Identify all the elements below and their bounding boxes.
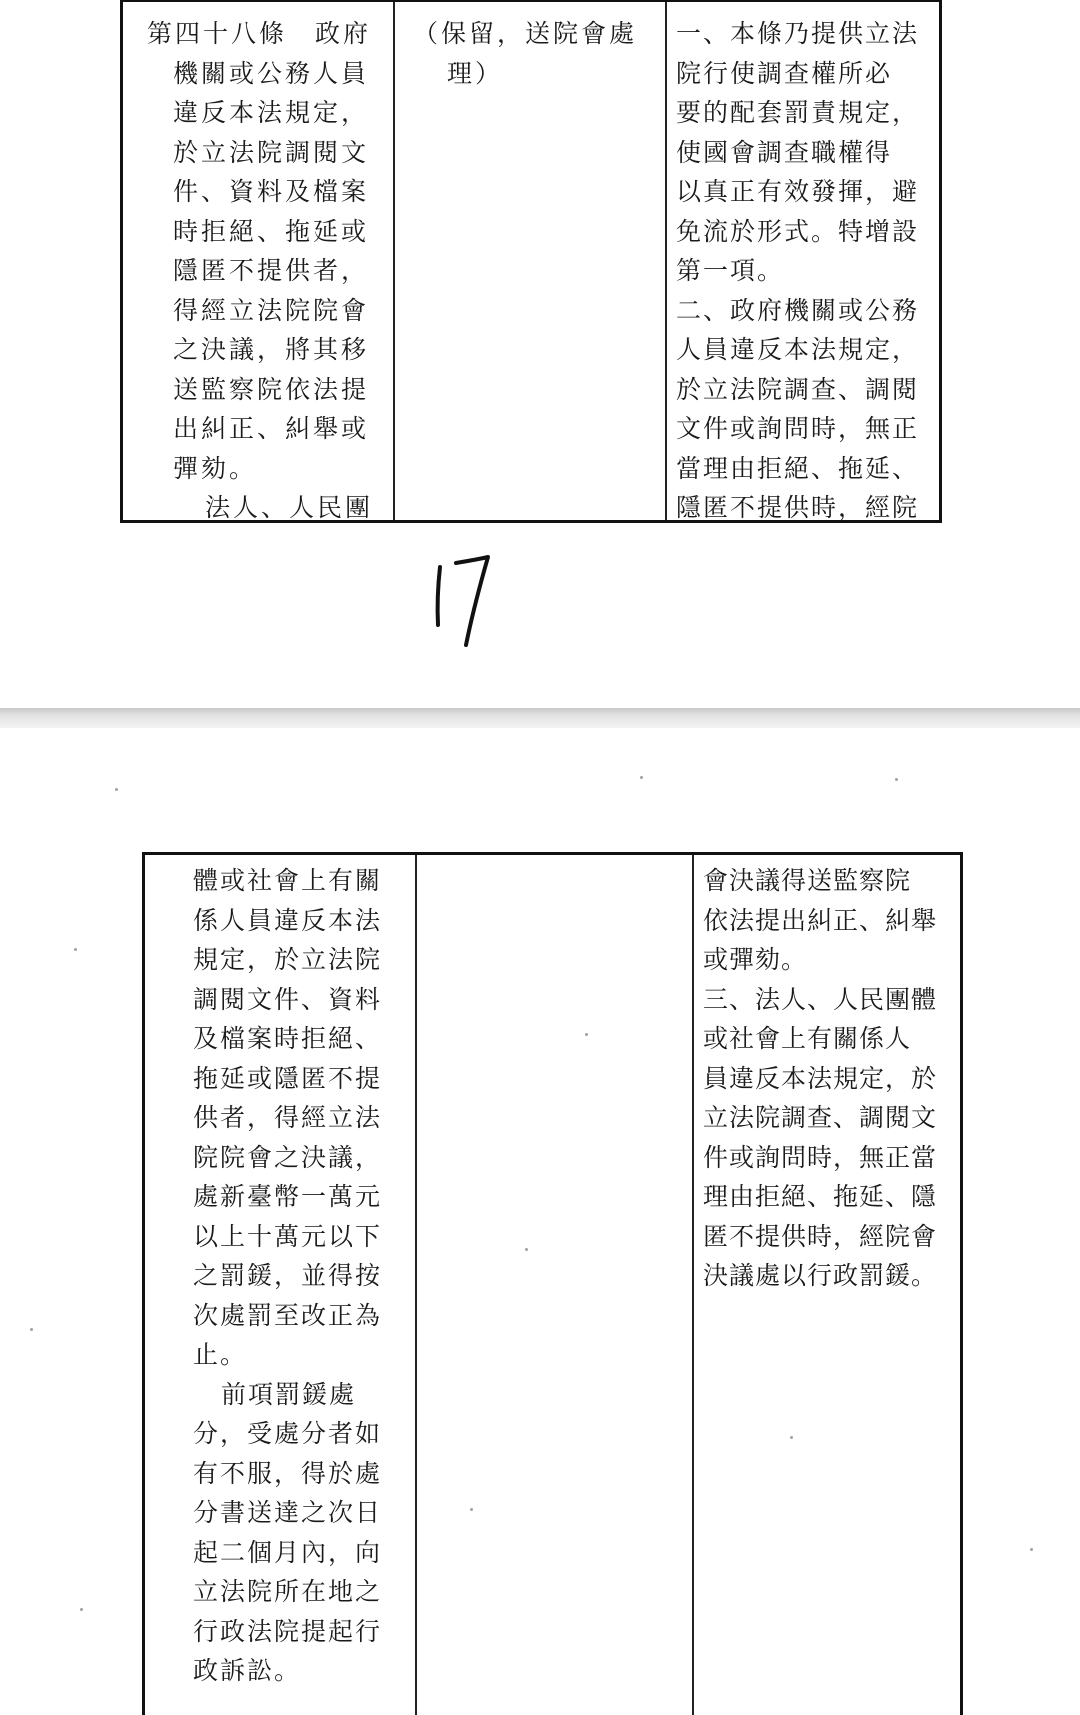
text-line: 當理由拒絕、拖延、	[676, 453, 920, 483]
text-line: 之決議，將其移	[173, 335, 370, 364]
text-line: 出糾正、糾舉或	[173, 414, 370, 443]
text-line: 前項罰鍰處	[221, 1379, 357, 1409]
scan-speck	[115, 788, 118, 791]
text-line: 機關或公務人員	[173, 58, 370, 88]
text-line: 分書送達之次日	[193, 1498, 383, 1527]
text-line: 體或社會上有關	[193, 866, 383, 895]
handwritten-page-number	[428, 545, 508, 655]
text-line: 處新臺幣一萬元	[193, 1182, 383, 1211]
page-separator	[0, 708, 1080, 728]
column-divider	[665, 2, 667, 520]
text-line: 人員違反本法規定，	[676, 335, 920, 364]
scan-speck	[80, 1608, 83, 1611]
text-line: 二、政府機關或公務	[676, 295, 920, 325]
text-line: 規定，於立法院	[193, 945, 383, 974]
explanation-column	[703, 861, 937, 1296]
text-line: 一、本條乃提供立法	[676, 19, 920, 48]
text-line: 有不服，得於處	[193, 1458, 383, 1488]
draft-provision-column	[193, 861, 382, 1691]
text-line: 第四十八條 政府	[147, 19, 372, 48]
text-line: 彈劾。	[173, 453, 258, 483]
scan-speck	[30, 1328, 33, 1331]
text-line: 分，受處分者如	[193, 1419, 383, 1448]
text-line: 或社會上有關係人	[703, 1024, 912, 1053]
text-line: 法人、人民團	[205, 493, 374, 522]
text-line: 以真正有效發揮，避	[676, 177, 920, 206]
scan-speck	[790, 1436, 793, 1439]
text-line: 以上十萬元以下	[193, 1221, 383, 1251]
text-line: （保留，送院會處	[413, 19, 638, 48]
scan-speck	[470, 1508, 473, 1511]
text-line: 依法提出糾正、糾舉	[703, 905, 938, 935]
column-divider	[692, 855, 694, 1715]
document-page-1	[0, 0, 1080, 708]
text-line: 起二個月內，向	[193, 1537, 383, 1567]
text-line: 立法院所在地之	[193, 1577, 383, 1606]
text-line: 立法院調查、調閱文	[703, 1103, 938, 1132]
text-line: 行政法院提起行	[193, 1616, 383, 1646]
text-line: 免流於形式。特增設	[676, 216, 920, 246]
text-line: 拖延或隱匿不提	[193, 1063, 383, 1093]
scan-speck	[1030, 1548, 1033, 1551]
text-line: 時拒絕、拖延或	[173, 216, 370, 246]
text-line: 匿不提供時，經院會	[703, 1221, 938, 1251]
text-line: 次處罰至改正為	[193, 1300, 383, 1330]
text-line: 理由拒絕、拖延、隱	[703, 1182, 938, 1211]
text-line: 三、法人、人民團體	[703, 984, 938, 1014]
text-line: 院行使調查權所必	[676, 58, 893, 88]
text-line: 於立法院調查、調閱	[676, 374, 920, 404]
scan-speck	[895, 778, 898, 781]
text-line: 決議處以行政罰鍰。	[703, 1261, 938, 1290]
current-provision-column	[413, 14, 637, 93]
text-line: 及檔案時拒絕、	[193, 1024, 383, 1053]
text-line: 使國會調查職權得	[676, 137, 893, 167]
text-line: 違反本法規定，	[173, 98, 370, 127]
document-page-2	[0, 728, 1080, 1685]
explanation-column	[676, 14, 919, 528]
comparison-table	[120, 0, 942, 523]
text-line: 員違反本法規定，於	[703, 1063, 938, 1093]
text-line: 會決議得送監察院	[703, 866, 912, 895]
text-line: 送監察院依法提	[173, 374, 370, 404]
text-line: 隱匿不提供時，經院	[676, 493, 920, 522]
scan-speck	[640, 776, 643, 779]
text-line: 調閱文件、資料	[193, 984, 383, 1014]
text-line: 止。	[193, 1340, 248, 1369]
text-line: 第一項。	[676, 256, 785, 285]
text-line: 件或詢問時，無正當	[703, 1142, 938, 1172]
comparison-table	[142, 852, 963, 1715]
text-line: 要的配套罰責規定，	[676, 98, 920, 127]
column-divider	[393, 2, 395, 520]
column-divider	[415, 855, 417, 1715]
text-line: 或彈劾。	[703, 945, 808, 974]
text-line: 件、資料及檔案	[173, 177, 370, 206]
scan-speck	[525, 1248, 528, 1251]
text-line: 政訴訟。	[193, 1656, 302, 1685]
text-line: 文件或詢問時，無正	[676, 414, 920, 443]
text-line: 係人員違反本法	[193, 905, 383, 935]
text-line: 之罰鍰，並得按	[193, 1261, 383, 1290]
text-line: 供者，得經立法	[193, 1103, 383, 1132]
text-line: 院院會之決議，	[193, 1142, 383, 1172]
scan-speck	[74, 948, 77, 951]
text-line: 於立法院調閱文	[173, 137, 370, 167]
draft-provision-column	[147, 14, 373, 528]
text-line: 得經立法院院會	[173, 295, 370, 325]
text-line: 理）	[447, 58, 504, 88]
text-line: 隱匿不提供者，	[173, 256, 370, 285]
scan-speck	[585, 1033, 588, 1036]
